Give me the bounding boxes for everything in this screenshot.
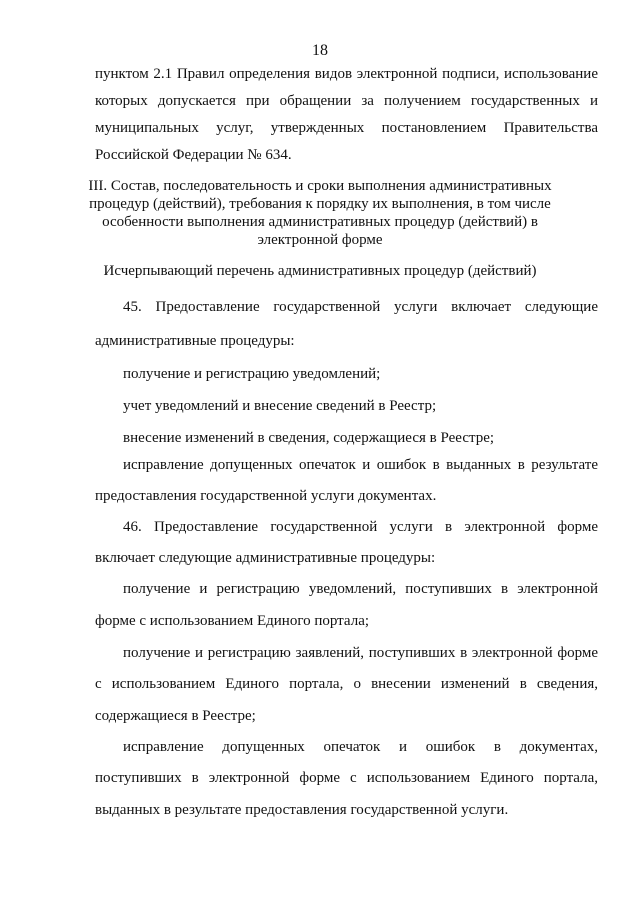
p45-item-1: получение и регистрацию уведомлений; [123,366,381,382]
p45-item-4-line-1: исправление допущенных опечаток и ошибок в выданных в результате [123,457,598,473]
p46-item-1-line-1: получение и регистрацию уведомлений, поступивших в электронной [123,581,598,597]
intro-line-2: которых допускается при обращении за получением государственных и [95,93,598,109]
p45-item-2: учет уведомлений и внесение сведений в Реестр; [123,398,437,414]
p46-line-1: 46. Предоставление государственной услуги в электронной форме [123,519,598,535]
intro-line-1: пунктом 2.1 Правил определения видов электронной подписи, использование [95,66,598,82]
p46-item-2-line-3: содержащиеся в Реестре; [95,708,256,724]
section-heading-line-3: особенности выполнения административных процедур (действий) в [102,214,538,230]
p45-line-2: административные процедуры: [95,333,295,349]
p46-item-3-line-2: поступивших в электронной форме с использованием Единого портала, [95,770,598,786]
p45-line-1: 45. Предоставление государственной услуги включает следующие [123,299,598,315]
subheading: Исчерпывающий перечень административных процедур (действий) [103,263,537,279]
p46-item-3-line-1: исправление допущенных опечаток и ошибок в документах, [123,739,598,755]
p45-item-3: внесение изменений в сведения, содержащиеся в Реестре; [123,430,495,446]
section-heading-line-4: электронной форме [257,232,383,248]
intro-line-4: Российской Федерации № 634. [95,147,292,163]
p46-item-2-line-1: получение и регистрацию заявлений, поступивших в электронной форме [123,645,598,661]
p46-item-3-line-3: выданных в результате предоставления государственной услуги. [95,802,509,818]
section-heading-line-1: III. Состав, последовательность и сроки выполнения административных [88,178,552,194]
page-number: 18 [312,42,328,59]
p46-item-1-line-2: форме с использованием Единого портала; [95,613,370,629]
p45-item-4-line-2: предоставления государственной услуги документах. [95,488,437,504]
p46-item-2-line-2: с использованием Единого портала, о внесении изменений в сведения, [95,676,598,692]
p46-line-2: включает следующие административные процедуры: [95,550,436,566]
intro-line-3: муниципальных услуг, утвержденных постановлением Правительства [95,120,598,136]
section-heading-line-2: процедур (действий), требования к порядку их выполнения, в том числе [89,196,551,212]
